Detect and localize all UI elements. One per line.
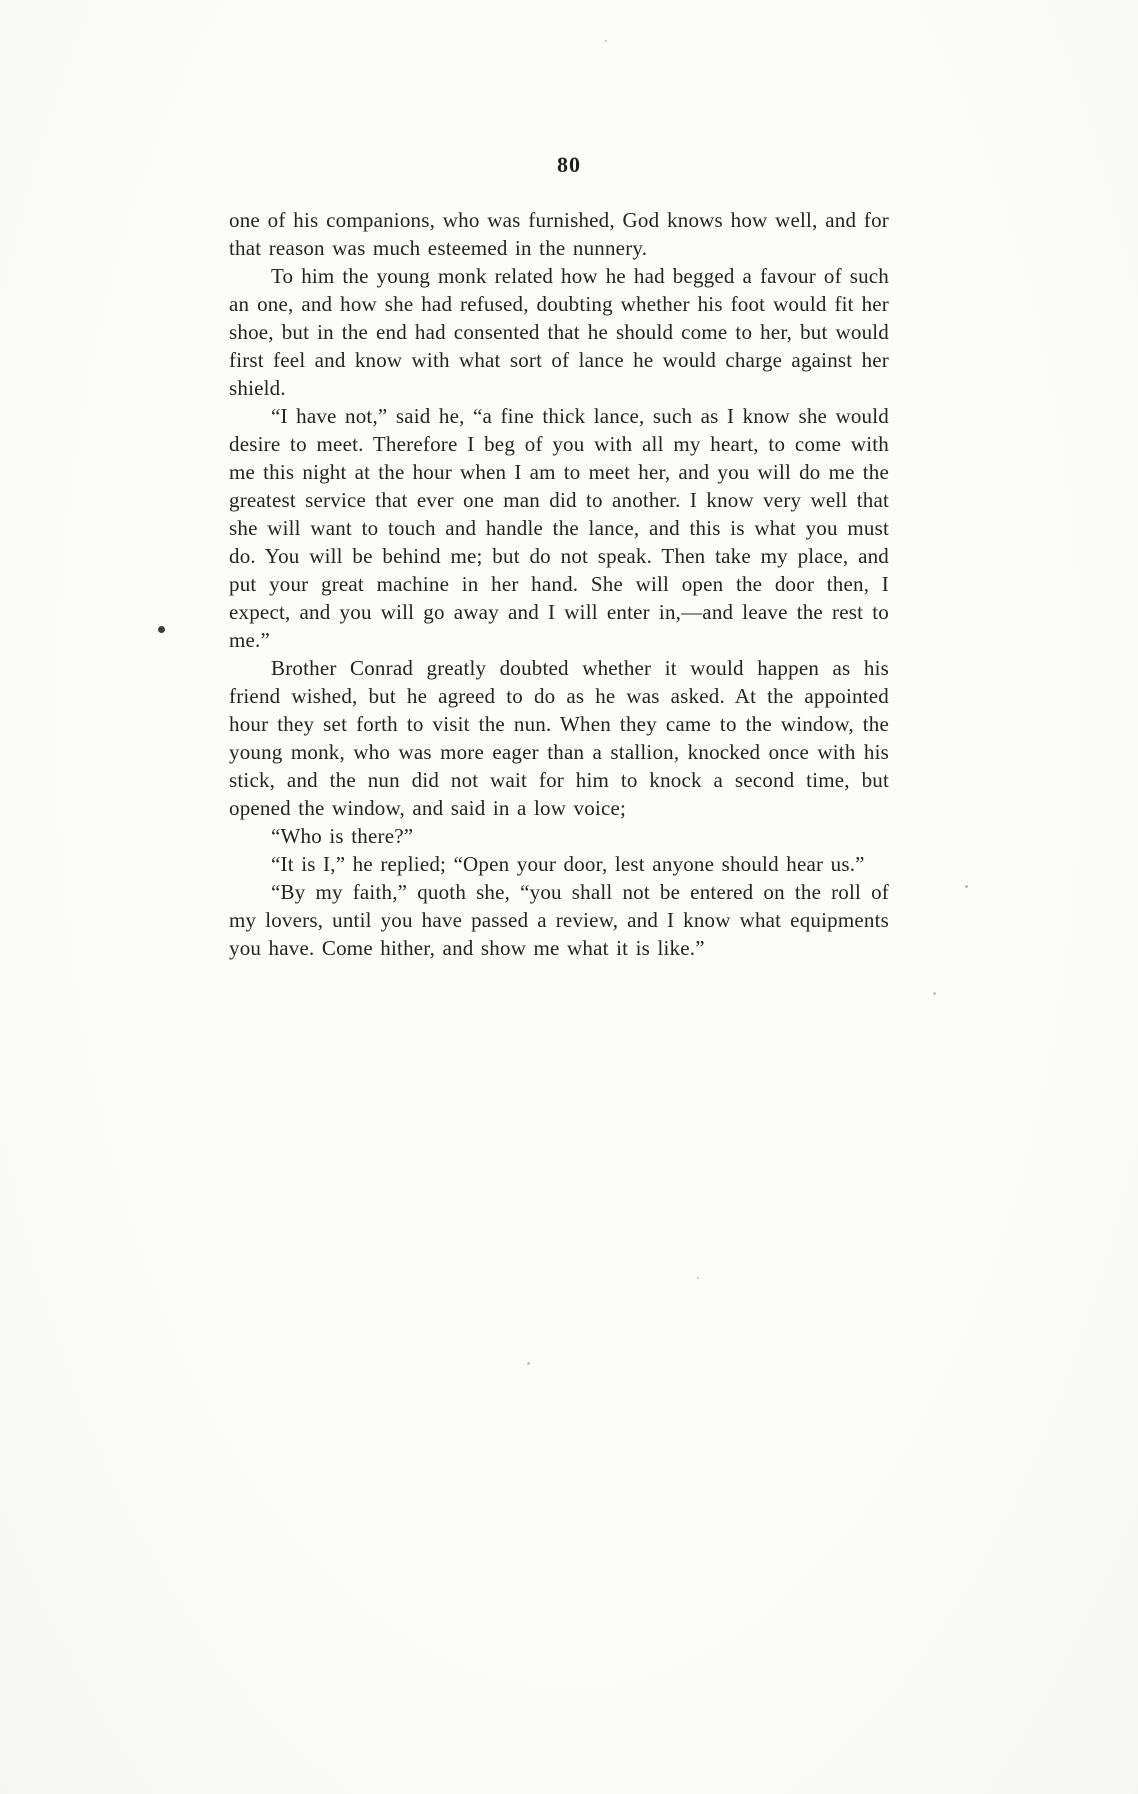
ink-speck	[605, 40, 607, 42]
paragraph: “I have not,” said he, “a fine thick lance, such as I know she would desire to meet. Therefore I beg of you with all my heart, to come with me this night at the hour when I am to meet her, and you will do me the greatest service that ever one man did to another. I know very well that she will want to touch and handle the lance, and this is what you must do. You will be behind me; but do not speak. Then take my place, and put your great machine in her hand. She will open the door then, I expect, and you will go away and I will enter in,—and leave the rest to me.”	[229, 404, 889, 652]
paragraph-dialogue: “It is I,” he replied; “Open your door, lest anyone should hear us.”	[271, 852, 865, 876]
ink-speck	[965, 885, 968, 888]
ink-speck	[697, 1277, 699, 1279]
ink-speck	[158, 626, 165, 633]
paragraph: Brother Conrad greatly doubted whether it would happen as his friend wished, but he agreed to do as he was asked. At the appointed hour they set forth to visit the nun. When they came to the window, the young monk, who was more eager than a stallion, knocked once with his stick, and the nun did not wait for him to knock a second time, but opened the window, and said in a low voice;	[229, 656, 889, 820]
paragraph-dialogue: “Who is there?”	[271, 824, 414, 848]
paragraph-continuation: one of his companions, who was furnished, God knows how well, and for that reason was much esteemed in the nunnery.	[229, 208, 889, 260]
ink-speck	[527, 1362, 530, 1365]
paragraph: To him the young monk related how he had begged a favour of such an one, and how she had refused, doubting whether his foot would fit her shoe, but in the end had consented that he should come to her, but would first feel and know with what sort of lance he would charge against her shield.	[229, 264, 889, 400]
paragraph-dialogue: “By my faith,” quoth she, “you shall not be entered on the roll of my lovers, until you have passed a review, and I know what equipments you have. Come hither, and show me what it is like.”	[229, 880, 889, 960]
page-number: 80	[557, 152, 581, 177]
body-text	[229, 206, 889, 962]
ink-speck	[933, 992, 936, 995]
